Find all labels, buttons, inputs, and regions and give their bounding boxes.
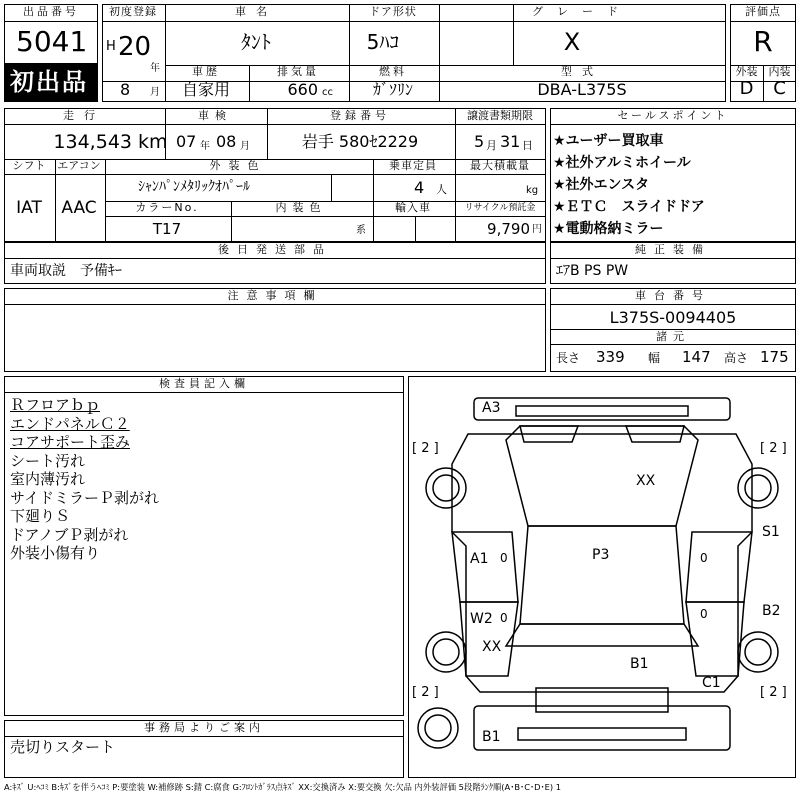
inspector-label: 検査員記入欄 [159, 377, 249, 390]
notes-label: 注意事項欄 [227, 289, 323, 302]
mark-c1: C1 [702, 675, 721, 691]
exterior-score: D [739, 78, 754, 99]
int-color-unit: 系 [356, 225, 366, 236]
genuine-equipment-label: 純正装備 [635, 243, 711, 256]
recycle-unit: 円 [532, 224, 542, 235]
inspector-line: ドアノブＰ剥がれ [10, 525, 129, 544]
inspector-line: 外装小傷有り [10, 544, 101, 562]
office-label: 事務局よりご案内 [144, 721, 264, 734]
shift-label: シフト [12, 159, 46, 172]
ac: AAC [61, 198, 97, 218]
inspector-line: 下廻りＳ [10, 507, 71, 525]
inspector-line: シート汚れ [10, 451, 86, 470]
mark-a1-zero: 0 [500, 551, 508, 565]
specs-height: 175 [760, 348, 789, 366]
import-label: 輸入車 [395, 201, 431, 214]
mark-right-zero-1: 0 [700, 551, 708, 565]
transfer-month: 5 [474, 132, 485, 151]
transfer-day-unit: 日 [522, 139, 533, 152]
right-door-rear [686, 602, 744, 676]
history-label: 車歴 [192, 65, 220, 78]
inspection-month: 08 [216, 132, 237, 151]
inspector-notes [10, 396, 159, 563]
sales-point-item: ★社外アルミホイール [553, 155, 691, 171]
transfer-day: 31 [500, 132, 521, 151]
mark-p3: P3 [592, 547, 610, 563]
footer-legend: A:ｷｽﾞ U:ﾍｺﾐ B:ｷｽﾞを伴うﾍｺﾐ P:要塗装 W:補修跡 S:錆 C:腐食 G:ﾌﾛﾝﾄｶﾞﾗｽ点ｷｽﾞ XX:交換済み X:要交換 欠:欠品 内外装評価 5段階ﾗﾝｸ順(A･B･C･D･E) 1 [4, 782, 562, 792]
fuel: ｶﾞｿﾘﾝ [372, 80, 413, 99]
first-reg-era: H [106, 39, 116, 54]
first-reg-year-unit: 年 [150, 63, 160, 74]
later-parts: 車両取説 予備ｷｰ [10, 263, 122, 279]
wheel-rear-right [738, 632, 778, 672]
first-reg-month-unit: 月 [150, 87, 160, 98]
mark-w2-zero: 0 [500, 611, 508, 625]
grade-label: グレード [532, 5, 632, 18]
max-load-label: 最大積載量 [470, 159, 530, 172]
wheel-rear-left [426, 632, 466, 672]
ext-color-label: 外装色 [209, 159, 267, 172]
history: 自家用 [181, 80, 230, 99]
model-code: DBA-L375S [537, 80, 627, 99]
mark-b2: B2 [762, 603, 781, 619]
spare-tire [418, 708, 458, 748]
mark-xx-hood: XX [636, 473, 656, 489]
mark-a1: A1 [470, 551, 489, 567]
mark-a3: A3 [482, 400, 501, 416]
sales-points-list [553, 130, 793, 240]
model-label: 型式 [561, 65, 603, 78]
ext-color: ｼｬﾝﾊﾟﾝﾒﾀﾘｯｸｵﾊﾟｰﾙ [138, 179, 250, 195]
interior-score: C [773, 78, 786, 99]
displacement-label: 排気量 [277, 65, 319, 78]
mark-s1: S1 [762, 524, 780, 540]
transfer-deadline-label: 譲渡書類期限 [467, 109, 533, 122]
inspection-year-unit: 年 [200, 141, 210, 152]
mark-b1-rear: B1 [630, 656, 649, 672]
sales-point-item: ★ユーザー買取車 [553, 133, 664, 149]
overall-score: R [753, 25, 773, 58]
max-load-unit: kg [526, 185, 539, 196]
inspector-line: コアサポート歪み [10, 433, 131, 451]
specs-width-label: 幅 [648, 351, 661, 365]
displacement: 660 [287, 80, 318, 99]
mark-w2: W2 [470, 611, 493, 627]
mileage-unit: km [138, 131, 168, 153]
mark-b1-bottom: B1 [482, 729, 501, 745]
bracket-front-left: [ 2 ] [412, 441, 439, 456]
mark-xx-rear-left: XX [482, 639, 502, 655]
interior-label: 内装 [768, 65, 791, 78]
inspector-line: Ｒフロアｂｐ [10, 396, 101, 414]
car-name-label: 車名 [235, 5, 277, 18]
score-label: 評価点 [745, 5, 781, 18]
lot-number-label: 出品番号 [23, 5, 79, 18]
reg-number-label: 登録番号 [330, 109, 390, 122]
capacity-unit: 人 [436, 183, 447, 196]
specs-label: 諸元 [656, 330, 690, 343]
first-listing-label: 初出品 [10, 68, 88, 96]
wheel-front-left [426, 468, 466, 508]
office-note: 売切りスタート [10, 738, 116, 756]
car-name: ﾀﾝﾄ [241, 30, 271, 54]
bracket-rear-right: [ 2 ] [760, 685, 787, 700]
lot-number: 5041 [16, 25, 88, 58]
fuel-label: 燃料 [379, 65, 407, 78]
chassis-label: 車台番号 [635, 289, 711, 302]
recycle-label: リサイクル預託金 [464, 203, 536, 213]
inspector-line: 室内薄汚れ [10, 470, 86, 488]
inspector-line: サイドミラーＰ剥がれ [10, 488, 159, 507]
wheel-front-right [738, 468, 778, 508]
specs-width: 147 [682, 348, 711, 366]
bracket-front-right: [ 2 ] [760, 441, 787, 456]
recycle-deposit: 9,790 [487, 220, 530, 238]
specs-length: 339 [596, 348, 625, 366]
inspector-line: エンドパネルＣ２ [10, 414, 130, 433]
int-color-label: 内装色 [275, 201, 327, 214]
ac-label: エアコン [57, 159, 101, 172]
sales-point-item: ★ＥＴＣ スライドドア [553, 199, 705, 215]
color-no-label: カラーNo. [135, 201, 199, 214]
grade: X [563, 28, 581, 56]
first-reg-year: 20 [118, 32, 152, 62]
door-type: 5ﾊｺ [366, 30, 400, 54]
specs-height-label: 高さ [724, 351, 749, 365]
specs-length-label: 長さ [556, 351, 581, 365]
transfer-month-unit: 月 [486, 139, 497, 152]
rear-bumper-inner [518, 728, 686, 740]
rear-window [506, 624, 698, 646]
mileage: 134,543 [53, 131, 132, 153]
capacity: 4 [414, 178, 425, 197]
first-reg-month: 8 [120, 80, 131, 99]
sales-point-item: ★電動格納ミラー [553, 221, 664, 237]
first-reg-label: 初度登録 [109, 5, 157, 18]
windshield [506, 426, 698, 526]
reg-number: 岩手 580ｾ2229 [301, 132, 419, 151]
inspection-label: 車検 [198, 109, 232, 122]
inspection-month-unit: 月 [240, 141, 250, 152]
sales-points-label: セールスポイント [617, 109, 729, 122]
shift: IAT [16, 198, 42, 218]
sales-point-item: ★社外エンスタ [553, 177, 650, 193]
capacity-label: 乗車定員 [389, 159, 437, 172]
genuine-equipment: ｴｱB PS PW [556, 263, 629, 279]
mark-right-zero-2: 0 [700, 607, 708, 621]
later-parts-label: 後日発送部品 [218, 243, 332, 256]
front-bumper-inner [516, 406, 688, 416]
car-diagram [408, 376, 796, 778]
bracket-rear-left: [ 2 ] [412, 685, 439, 700]
cabin-roof [520, 526, 684, 624]
displacement-unit: cc [322, 87, 333, 98]
inspection-year: 07 [176, 132, 197, 151]
exterior-label: 外装 [735, 65, 758, 78]
color-no: T17 [152, 220, 182, 238]
door-type-label: ドア形状 [369, 5, 417, 18]
chassis-number: L375S-0094405 [609, 308, 737, 327]
mileage-label: 走行 [63, 109, 105, 122]
